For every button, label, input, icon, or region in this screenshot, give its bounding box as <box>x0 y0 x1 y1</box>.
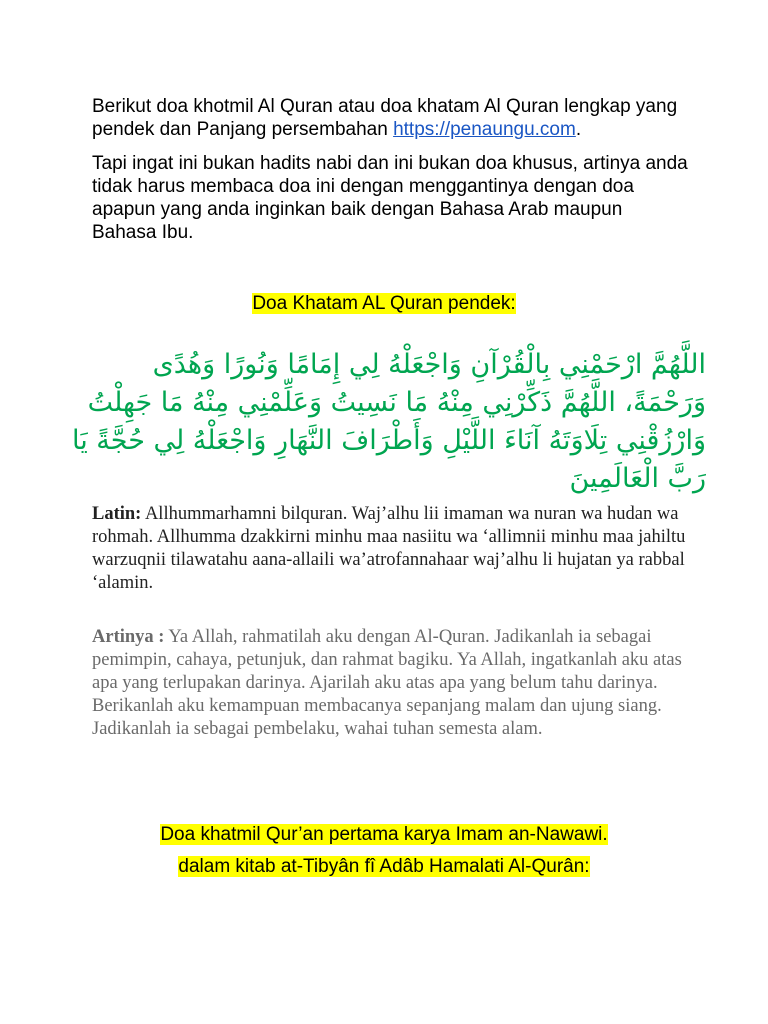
heading-short-doa <box>0 292 768 315</box>
intro-text: Berikut doa khotmil Al Quran atau doa khatam Al Quran lengkap yang pendek dan Panjang persembahan <box>92 96 678 140</box>
latin-text: Allhummarhamni bilquran. Waj’alhu lii imaman wa nuran wa hudan wa rohmah. Allhumma dzakkirni minhu maa nasiitu wa ‘allimnii minhu maa jahiltu warzuqnii tilawatahu aana-allaili wa’atrofannahaar waj’alhu li hujatan ya rabbal ‘alamin. <box>92 504 686 593</box>
heading-long-2-text: dalam kitab at-Tibyân fî Adâb Hamalati Al-Qurân: <box>178 856 590 877</box>
heading-short-text: Doa Khatam AL Quran pendek: <box>252 293 516 314</box>
intro-end: . <box>575 119 582 140</box>
latin-paragraph <box>92 503 692 595</box>
artinya-text: Ya Allah, rahmatilah aku dengan Al-Quran. Jadikanlah ia sebagai pemimpin, cahaya, petunjuk, dan rahmat bagiku. Ya Allah, ingatkanlah aku atas apa yang terlupakan darinya. Ajarilah aku atas apa yang belum tahu darinya. Berikanlah aku kemampuan membacanya sepanjang malam dan ujung siang. Jadikanlah ia sebagai pembelaku, wahai tuhan semesta alam. <box>92 627 682 739</box>
artinya-label: Artinya : <box>92 627 165 647</box>
artinya-paragraph <box>92 626 692 741</box>
heading-long-doa-2 <box>0 855 768 878</box>
note-paragraph: Tapi ingat ini bukan hadits nabi dan ini bukan doa khusus, artinya anda tidak harus membaca doa ini dengan menggantinya dengan doa apapun yang anda inginkan baik dengan Bahasa Arab maupun Bahasa Ibu. <box>92 153 688 243</box>
arabic-doa: اللَّهُمَّ ارْحَمْنِي بِالْقُرْآنِ وَاجْعَلْهُ لِي إِمَامًا وَنُورًا وَهُدًى وَرَحْمَةً، اللَّهُمَّ ذَكِّرْنِي مِنْهُ مَا نَسِيتُ وَعَلِّمْنِي مِنْهُ مَا جَهِلْتُ وَارْزُقْنِي تِلَاوَتَهُ آنَاءَ اللَّيْلِ وَأَطْرَافَ النَّهَارِ وَاجْعَلْهُ لِي حُجَّةً يَا رَبَّ الْعَالَمِينَ <box>71 349 706 494</box>
heading-long-doa-1 <box>0 823 768 846</box>
heading-long-1-text: Doa khatmil Qur’an pertama karya Imam an-Nawawi. <box>160 824 608 845</box>
latin-label: Latin: <box>92 504 142 524</box>
intro-paragraph <box>92 95 692 141</box>
penaungu-link[interactable]: https://penaungu.com <box>393 119 576 140</box>
